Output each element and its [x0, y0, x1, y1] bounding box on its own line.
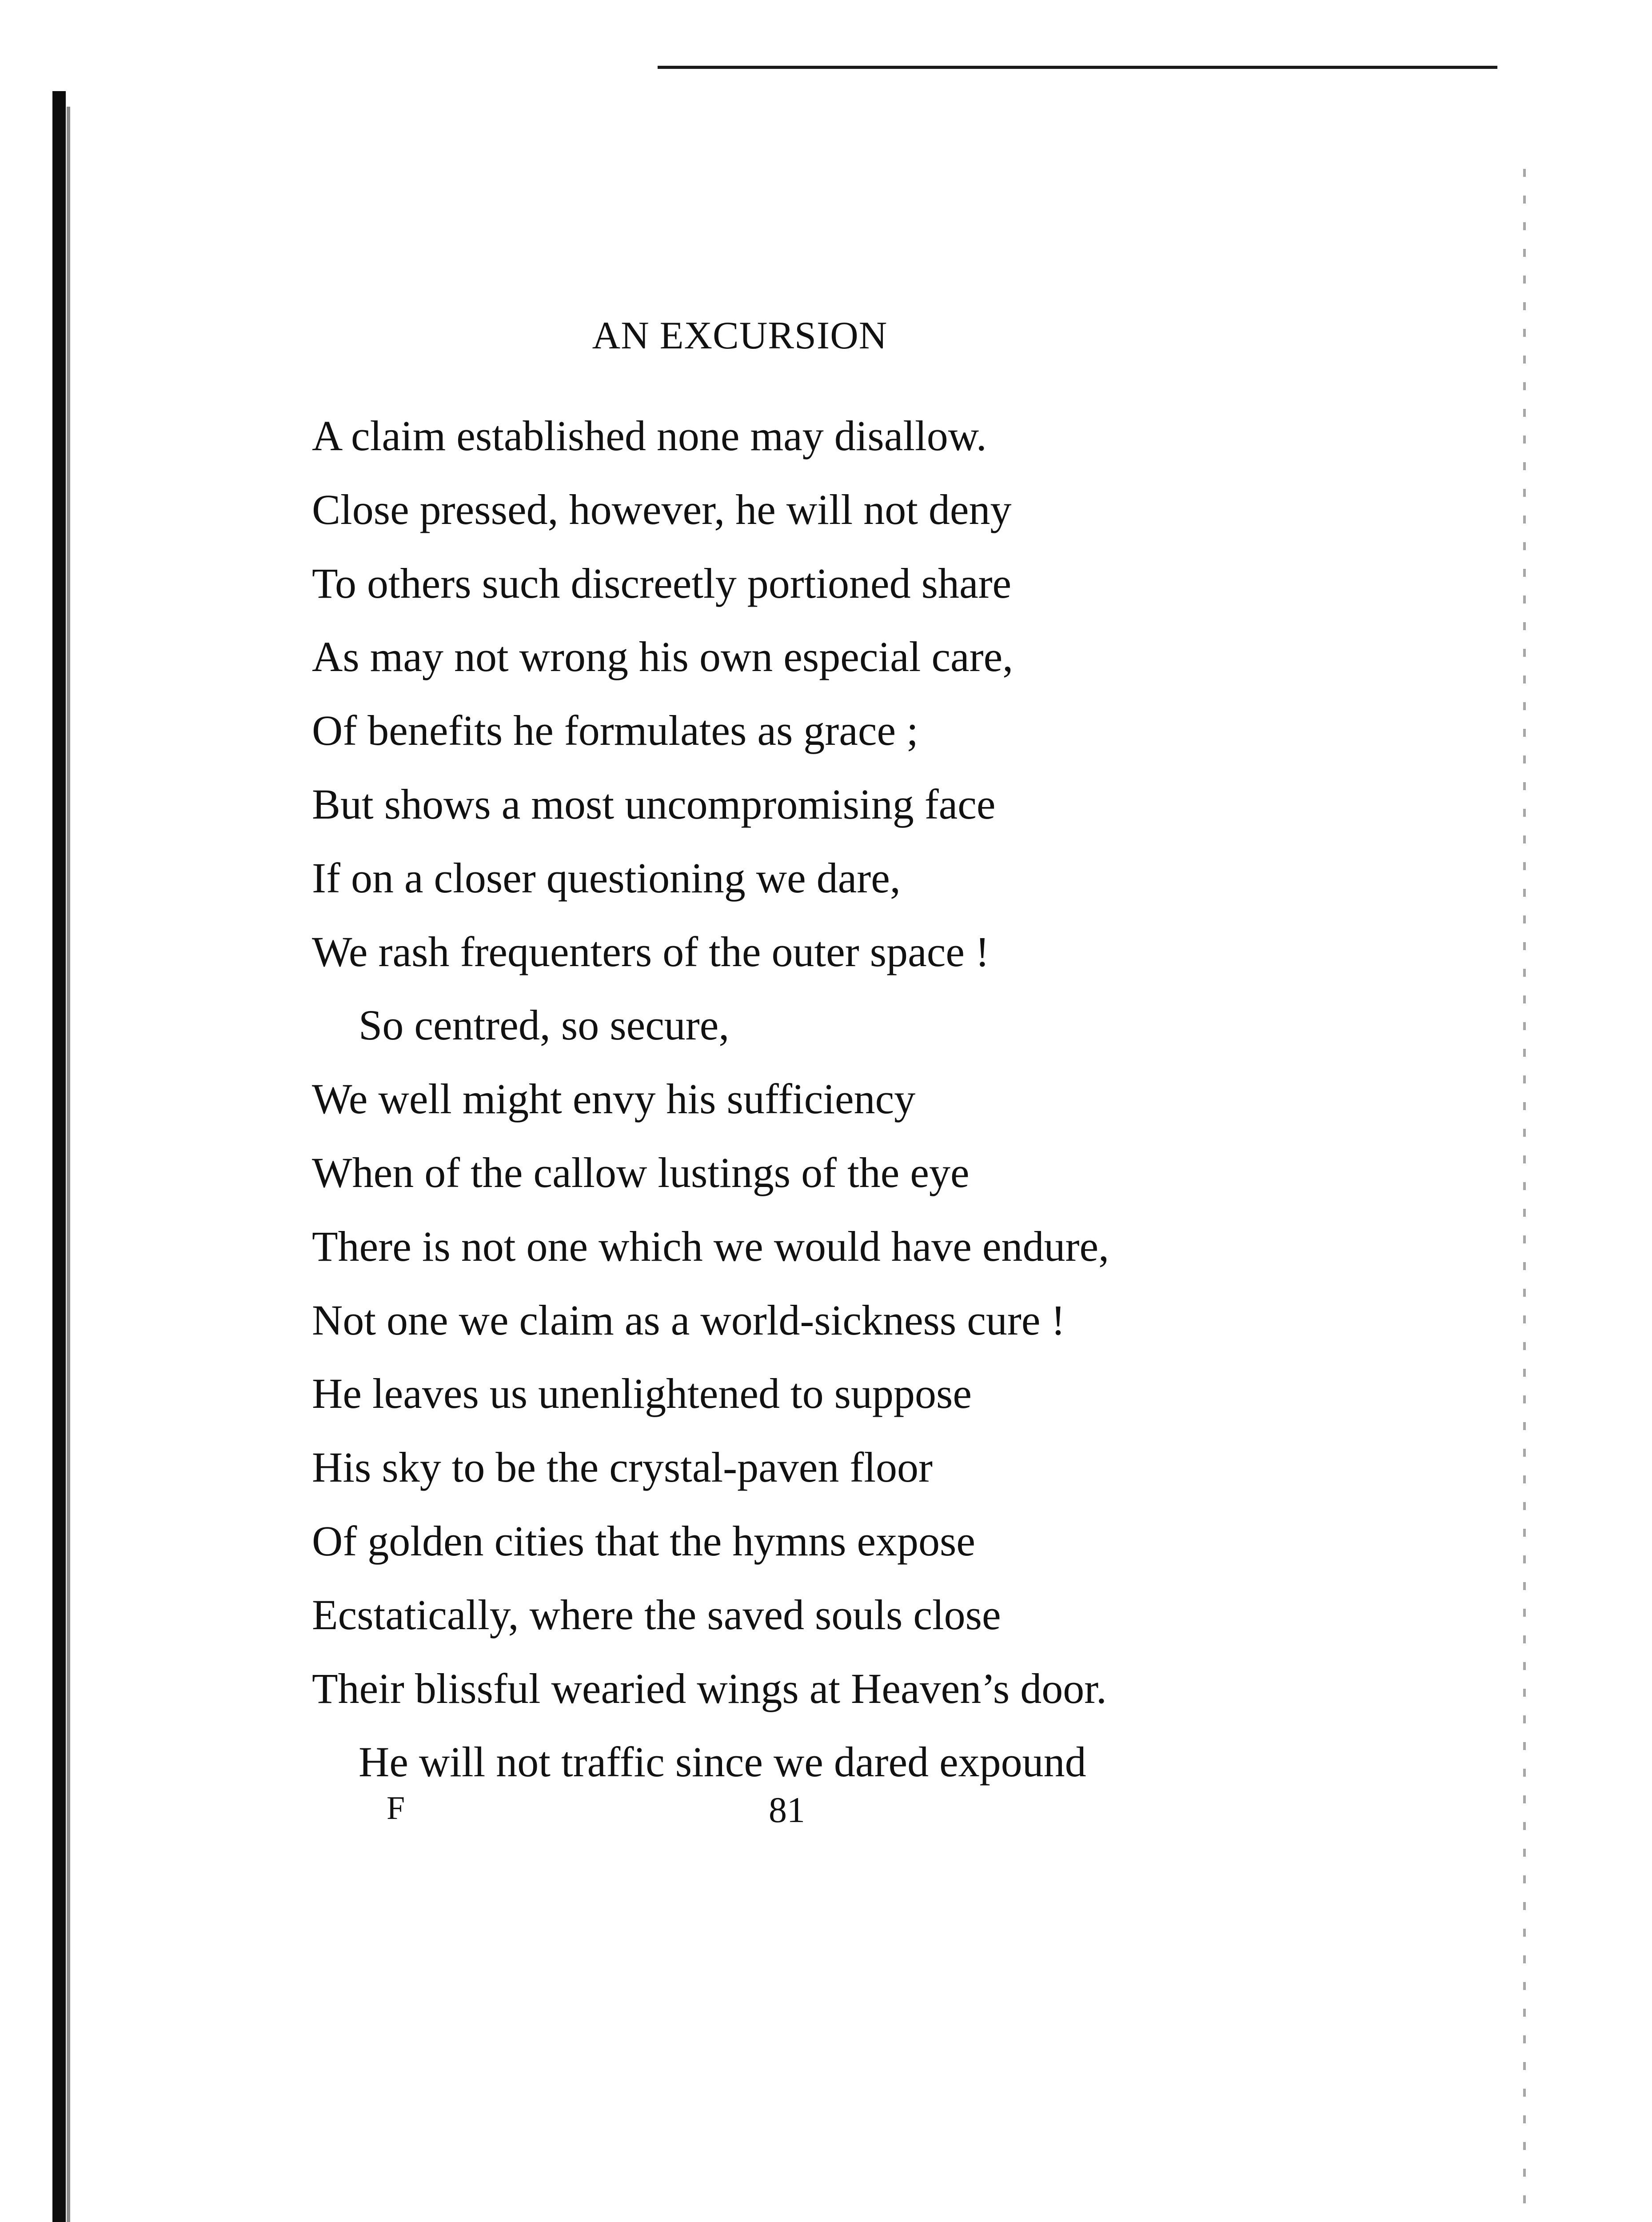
- poem-line: So centred, so secure,: [359, 1001, 730, 1049]
- page-footer: [0, 1792, 1652, 1836]
- poem-line: He leaves us unenlightened to suppose: [312, 1370, 972, 1418]
- poem-line: Close pressed, however, he will not deny: [312, 485, 1012, 533]
- poem-body: [312, 399, 1387, 1799]
- poem-line: We rash frequenters of the outer space !: [312, 927, 990, 975]
- page-number: 81: [769, 1790, 805, 1830]
- poem-line: But shows a most uncompromising face: [312, 780, 996, 828]
- scan-binding-shadow-inner: [67, 107, 70, 2222]
- poem-line: His sky to be the crystal-paven floor: [312, 1443, 933, 1491]
- poem-line: Of golden cities that the hymns expose: [312, 1517, 976, 1565]
- poem-line: Not one we claim as a world-sickness cure !: [312, 1296, 1065, 1344]
- poem-line: There is not one which we would have endure,: [312, 1222, 1109, 1270]
- poem-line: As may not wrong his own especial care,: [312, 633, 1014, 681]
- poem-line: When of the callow lustings of the eye: [312, 1148, 970, 1196]
- scan-top-edge: [658, 66, 1497, 69]
- poem-line: He will not traffic since we dared expound: [359, 1738, 1086, 1786]
- signature-mark: F: [387, 1790, 405, 1826]
- poem-line: Of benefits he formulates as grace ;: [312, 707, 918, 755]
- poem-line: A claim established none may disallow.: [312, 412, 987, 460]
- poem-title: AN EXCURSION: [592, 314, 888, 357]
- scan-right-edge: [1523, 169, 1526, 2213]
- scan-binding-shadow: [52, 91, 66, 2222]
- poem-line: We well might envy his sufficiency: [312, 1075, 916, 1123]
- poem-line: Their blissful wearied wings at Heaven’s door.: [312, 1664, 1107, 1712]
- poem-line: If on a closer questioning we dare,: [312, 854, 901, 902]
- poem-line: To others such discreetly portioned share: [312, 559, 1012, 607]
- poem-line: Ecstatically, where the saved souls close: [312, 1591, 1001, 1639]
